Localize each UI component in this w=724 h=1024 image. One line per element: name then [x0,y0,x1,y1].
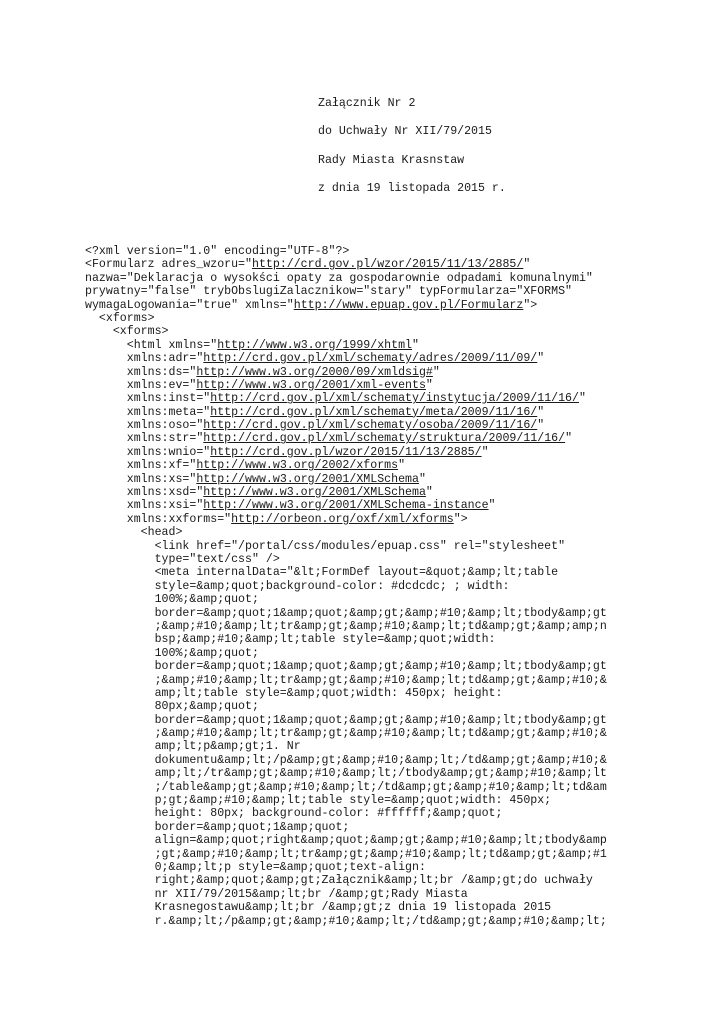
code-line [85,915,710,928]
url-link[interactable]: http://crd.gov.pl/xml/schematy/struktura/2009/11/16/ [203,432,566,446]
code-line [85,285,710,298]
code-text: " [537,419,545,433]
code-line [85,700,710,713]
code-text: "> [453,512,468,526]
url-link[interactable]: http://crd.gov.pl/xml/schematy/meta/2009/11/16/ [210,405,538,419]
code-line [85,620,710,633]
code-text: xmlns:oso=" [85,419,204,433]
code-text: xmlns:adr=" [85,352,204,366]
code-text: border=&amp;quot;1&amp;quot; [85,820,350,834]
url-link[interactable]: http://crd.gov.pl/wzor/2015/11/13/2885/ [210,445,482,459]
code-text: Krasnegostawu&amp;lt;br /&amp;gt;z dnia 19 listopada 2015 [85,901,552,915]
code-line [85,299,710,312]
code-text: xmlns:str=" [85,432,204,446]
code-text: <Formularz adres_wzoru=" [85,258,252,272]
code-line [85,647,710,660]
code-text: ;&amp;#10;&amp;lt;tr&amp;gt;&amp;#10;&amp;lt;td&amp;gt;&amp;#10;& [85,727,607,741]
code-line [85,687,710,700]
code-line [85,325,710,338]
code-line [85,848,710,861]
code-line [85,794,710,807]
code-text: " [412,338,419,352]
xml-code-listing [85,245,710,928]
code-line [85,459,710,472]
code-line [85,406,710,419]
url-link[interactable]: http://www.w3.org/2001/xml-events [196,378,426,392]
code-line [85,781,710,794]
code-text: <html xmlns=" [85,338,218,352]
code-line [85,807,710,820]
code-line [85,580,710,593]
code-text: p;gt;&amp;#10;&amp;lt;table style=&amp;quot;width: 450px; [85,794,552,808]
url-link[interactable]: http://crd.gov.pl/xml/schematy/adres/2009/11/09/ [203,352,538,366]
code-line [85,432,710,445]
code-line [85,392,710,405]
code-text: " [537,352,545,366]
code-text: xmlns:wnio=" [85,445,211,459]
code-text: dokumentu&amp;lt;/p&amp;gt;&amp;#10;&amp;lt;/td&amp;gt;&amp;#10;& [85,753,607,767]
code-text: align=&amp;quot;right&amp;quot;&amp;gt;&amp;#10;&amp;lt;tbody&amp [85,834,607,848]
attachment-header [318,97,506,210]
code-text: wymagaLogowania="true" xmlns=" [85,298,294,312]
header-line: Rady Miasta Krasnstaw [318,153,465,167]
code-text: xmlns:ev=" [85,378,197,392]
code-text: height: 80px; background-color: #ffffff;&amp;quot; [85,807,503,821]
code-text: <?xml version="1.0" encoding="UTF-8"?> [85,245,350,258]
code-text: xmlns:xsi=" [85,499,204,513]
url-link[interactable]: http://www.epuap.gov.pl/Formularz [293,298,524,312]
code-text: 80px;&amp;quot; [85,700,259,714]
url-link[interactable]: http://crd.gov.pl/wzor/2015/11/13/2885/ [251,258,524,272]
code-text: xmlns:xs=" [85,472,197,486]
code-line [85,419,710,432]
code-text: border=&amp;quot;1&amp;quot;&amp;gt;&amp;#10;&amp;lt;tbody&amp;gt [85,606,607,620]
code-text: xmlns:xf=" [85,459,197,473]
code-line [85,754,710,767]
code-line [85,888,710,901]
url-link[interactable]: http://www.w3.org/2001/XMLSchema [196,472,419,486]
code-text: 0;&amp;lt;p style=&amp;quot;text-align: [85,860,426,874]
code-text: 100%;&amp;quot; [85,593,259,607]
code-line [85,553,710,566]
code-text: ;&amp;#10;&amp;lt;tr&amp;gt;&amp;#10;&amp;lt;td&amp;gt;&amp;#10;& [85,673,607,687]
code-text: r.&amp;lt;/p&amp;gt;&amp;#10;&amp;lt;/td&amp;gt;&amp;#10;&amp;lt; [85,914,607,928]
code-line [85,352,710,365]
code-text: amp;lt;table style=&amp;quot;width: 450px; height: [85,686,503,700]
header-line: Załącznik Nr 2 [318,97,416,110]
url-link[interactable]: http://www.w3.org/2001/XMLSchema-instance [203,499,489,513]
url-link[interactable]: http://www.w3.org/2001/XMLSchema [203,486,426,500]
code-text: ;/table&amp;gt;&amp;#10;&amp;lt;/td&amp;gt;&amp;#10;&amp;lt;td&am [85,780,607,794]
code-line [85,727,710,740]
code-line [85,446,710,459]
code-line [85,272,710,285]
url-link[interactable]: http://orbeon.org/oxf/xml/xforms [231,512,454,526]
code-text: xmlns:ds=" [85,365,197,379]
url-link[interactable]: http://www.w3.org/2000/09/xmldsig# [196,365,433,379]
code-text: nazwa="Deklaracja o wysokści opaty za gospodarownie odpadami komunalnymi" [85,271,593,285]
code-text: <xforms> [85,311,155,325]
url-link[interactable]: http://www.w3.org/2002/xforms [196,459,399,473]
code-text: " [481,445,489,459]
code-line [85,339,710,352]
code-text: xmlns:xxforms=" [85,512,232,526]
code-line [85,714,710,727]
code-line [85,593,710,606]
code-text: ;&amp;#10;&amp;lt;tr&amp;gt;&amp;#10;&amp;lt;td&amp;gt;&amp;amp;n [85,619,607,633]
code-line [85,821,710,834]
code-text: 100%;&amp;quot; [85,646,259,660]
code-line [85,633,710,646]
code-line [85,566,710,579]
code-text: " [565,432,573,446]
code-text: " [537,405,545,419]
code-line [85,740,710,753]
code-text: " [425,486,433,500]
code-line [85,901,710,914]
code-text: "> [523,298,538,312]
code-text: border=&amp;quot;1&amp;quot;&amp;gt;&amp;#10;&amp;lt;tbody&amp;gt [85,713,607,727]
code-line [85,526,710,539]
code-text: " [488,499,496,513]
code-text: " [578,392,586,406]
code-line [85,312,710,325]
code-line [85,486,710,499]
code-line [85,245,710,258]
code-text: right;&amp;quot;&amp;gt;Załącznik&amp;lt;br /&amp;gt;do uchwały [85,874,593,888]
code-text: <xforms> [85,325,169,339]
code-text: " [398,459,406,473]
code-line [85,660,710,673]
header-line: z dnia 19 listopada 2015 r. [318,181,506,195]
header-line: do Uchwały Nr XII/79/2015 [318,125,492,139]
code-line [85,540,710,553]
code-text: nr XII/79/2015&amp;lt;br /&amp;gt;Rady Miasta [85,887,468,901]
code-text: bsp;&amp;#10;&amp;lt;table style=&amp;quot;width: [85,633,496,647]
code-text: prywatny="false" trybObslugiZalacznikow="stary" typFormularza="XFORMS" [85,285,573,299]
code-line [85,513,710,526]
code-text: " [523,258,531,272]
code-line [85,473,710,486]
code-line [85,874,710,887]
code-text: <head> [85,526,183,540]
url-link[interactable]: http://www.w3.org/1999/xhtml [217,338,413,352]
code-text: amp;lt;p&amp;gt;1. Nr [85,740,301,754]
url-link[interactable]: http://crd.gov.pl/xml/schematy/instytucja/2009/11/16/ [210,392,579,406]
code-text: <link href="/portal/css/modules/epuap.css" rel="stylesheet" [85,539,566,553]
code-text: style=&amp;quot;background-color: #dcdcdc; ; width: [85,579,510,593]
code-text: " [432,365,440,379]
code-line [85,258,710,271]
code-line [85,834,710,847]
code-text: border=&amp;quot;1&amp;quot;&amp;gt;&amp;#10;&amp;lt;tbody&amp;gt [85,660,607,674]
code-text: xmlns:xsd=" [85,486,204,500]
code-line [85,499,710,512]
code-text: ;gt;&amp;#10;&amp;lt;tr&amp;gt;&amp;#10;&amp;lt;td&amp;gt;&amp;#1 [85,847,607,861]
code-line [85,379,710,392]
code-text: <meta internalData="&lt;FormDef layout=&quot;&amp;lt;table [85,566,559,580]
code-text: xmlns:inst=" [85,392,211,406]
code-text: amp;lt;/tr&amp;gt;&amp;#10;&amp;lt;/tbody&amp;gt;&amp;#10;&amp;lt [85,767,607,781]
code-line [85,366,710,379]
code-text: xmlns:meta=" [85,405,211,419]
code-line [85,861,710,874]
code-line [85,674,710,687]
url-link[interactable]: http://crd.gov.pl/xml/schematy/osoba/2009/11/16/ [203,419,538,433]
code-text: " [418,472,426,486]
code-line [85,607,710,620]
code-text: type="text/css" /> [85,552,280,566]
code-text: " [425,378,433,392]
code-line [85,767,710,780]
